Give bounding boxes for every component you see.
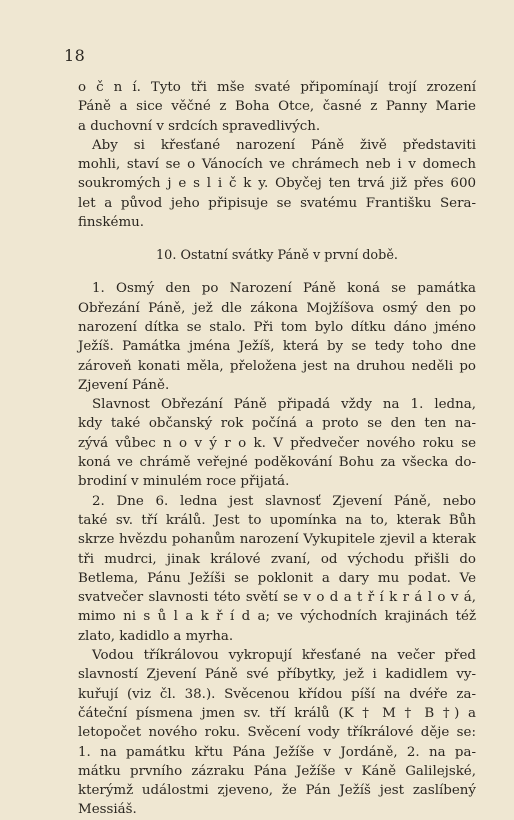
text-line: Obřezání Páně, jež dle zákona Mojžíšova osmý den po	[78, 300, 476, 316]
text-line: zlato, kadidlo a myrha.	[78, 628, 234, 644]
text-line: 1. na památku křtu Pána Ježíše v Jordáně, 2. na pa-	[78, 744, 476, 760]
text-line: o č n í. Tyto tři mše svaté připomínají trojí zrození	[78, 80, 476, 95]
text-line: Páně a sice věčné z Boha Otce, časné z Panny Marie	[78, 99, 476, 115]
text-line: čáteční písmena jmen sv. tří králů (K † M † B †) a	[78, 705, 476, 721]
text-line: Slavnost Obřezání Páně připadá vždy na 1. ledna,	[92, 397, 476, 413]
text-line: tři mudrci, jinak králové zvaní, od východu přišli do	[78, 551, 476, 567]
text-line: zývá vůbec n o v ý r o k. V předvečer nového roku se	[78, 435, 476, 451]
text-line: mátku prvního zázraku Pána Ježíše v Káně Galilejské,	[78, 763, 476, 779]
text-line: mohli, staví se o Vánocích ve chrámech neb i v domech	[78, 157, 476, 173]
text-line: brodiní v minulém roce přijatá.	[78, 474, 290, 490]
text-line: Messiáš.	[78, 802, 137, 818]
text-line: 1. Osmý den po Narození Páně koná se památka	[92, 281, 476, 297]
text-line: mimo ni s ů l a k ř í d a; ve východních krajinách též	[78, 609, 476, 625]
text-line: finskému.	[78, 215, 145, 231]
text-line: svatvečer slavnosti této světí se v o d a t ř í k r á l o v á,	[78, 590, 476, 606]
text-line: let a původ jeho připisuje se svatému Františku Sera-	[78, 195, 476, 211]
text-line: a duchovní v srdcích spravedlivých.	[78, 118, 321, 134]
text-line: Betlema, Pánu Ježíši se poklonit a dary mu podat. Ve	[78, 570, 476, 586]
text-line: kdy také občanský rok počíná a proto se den ten na-	[78, 416, 476, 432]
text-line: 2. Dne 6. ledna jest slavnosť Zjevení Páně, nebo	[92, 493, 476, 509]
text-line: narození dítka se stalo. Při tom bylo dítku dáno jméno	[78, 319, 476, 335]
text-line: zároveň konati měla, přeložena jest na druhou neděli po	[78, 358, 476, 374]
text-line: Zjevení Páně.	[78, 377, 170, 393]
text-line: letopočet nového roku. Svěcení vody tříkrálové děje se:	[78, 725, 476, 741]
text-line: slavností Zjevení Páně své příbytky, jež i kadidlem vy-	[78, 667, 476, 683]
text-line: Ježíš. Památka jména Ježíš, která by se tedy toho dne	[78, 339, 476, 355]
section-heading: 10. Ostatní svátky Páně v první době.	[156, 248, 398, 264]
text-line: skrze hvězdu pohanům narození Vykupitele zjevil a kterak	[78, 532, 476, 548]
text-line: soukromých j e s l i č k y. Obyčej ten trvá již přes 600	[78, 176, 476, 192]
page-body	[78, 78, 476, 820]
text-line: Vodou tříkrálovou vykropují křesťané na večer před	[92, 648, 476, 664]
text-line: kuřují (viz čl. 38.). Svěcenou křídou píší na dvéře za-	[78, 686, 476, 702]
text-line: koná ve chrámě veřejné poděkování Bohu za všecka do-	[78, 455, 476, 471]
text-line: Aby si křesťané narození Páně živě představiti	[92, 137, 476, 153]
page-number: 18	[64, 46, 86, 65]
text-line: také sv. tří králů. Jest to upomínka na to, kterak Bůh	[78, 512, 476, 528]
text-line: kterýmž událostmi zjeveno, že Pán Ježíš jest zaslíbený	[78, 783, 476, 799]
